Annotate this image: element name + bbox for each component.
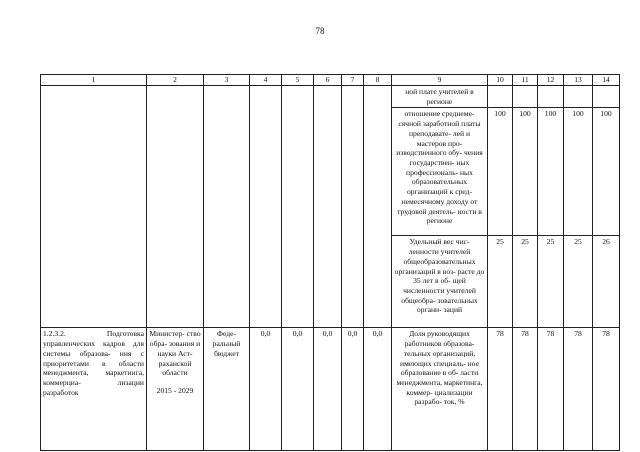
executor-cell bbox=[147, 328, 204, 451]
value-cell: 78 bbox=[593, 328, 620, 451]
finance-cell: 0,0 bbox=[314, 328, 342, 451]
indicator-cell: Удельный вес чис- ленности учителей общеобразовательных организаций в воз- расте до 35 лет в об- щей численности учителей общеобра- зовательных органи- заций bbox=[392, 236, 488, 328]
empty-cell bbox=[364, 86, 392, 328]
value-cell bbox=[593, 86, 620, 108]
table-row bbox=[41, 86, 620, 108]
value-cell bbox=[564, 86, 593, 108]
value-cell: 100 bbox=[513, 108, 538, 236]
empty-cell bbox=[282, 86, 314, 328]
header-cell: 3 bbox=[204, 75, 250, 86]
indicator-cell: Доля руководящих работников образова- тельных организаций, имеющих специаль- ное образование в об- ласти менеджмента, маркетинга, коммер- циализации разрабо- ток, % bbox=[392, 328, 488, 451]
finance-cell: 0,0 bbox=[342, 328, 364, 451]
activity-cell: 1.2.3.2. Подготовка управленческих кадров для системы образова- ния с приоритетами в области менеджмента, маркетинга, коммерциа- лизации разработок bbox=[41, 328, 147, 451]
value-cell bbox=[513, 86, 538, 108]
value-cell: 78 bbox=[513, 328, 538, 451]
value-cell: 100 bbox=[538, 108, 564, 236]
header-row bbox=[41, 75, 620, 86]
value-cell: 78 bbox=[488, 328, 513, 451]
value-cell: 78 bbox=[538, 328, 564, 451]
executor-text: Министер- ство обра- зования и науки Аст- раханской области bbox=[149, 329, 201, 378]
value-cell: 100 bbox=[488, 108, 513, 236]
header-cell: 5 bbox=[282, 75, 314, 86]
header-cell: 12 bbox=[538, 75, 564, 86]
value-cell: 25 bbox=[488, 236, 513, 328]
empty-cell bbox=[204, 86, 250, 328]
header-cell: 4 bbox=[250, 75, 282, 86]
value-cell: 25 bbox=[513, 236, 538, 328]
funding-source-cell: Феде- ральный бюджет bbox=[204, 328, 250, 451]
period-text: 2015 - 2029 bbox=[156, 386, 194, 396]
header-cell: 9 bbox=[392, 75, 488, 86]
empty-cell bbox=[342, 86, 364, 328]
header-cell: 13 bbox=[564, 75, 593, 86]
header-cell: 7 bbox=[342, 75, 364, 86]
header-cell: 6 bbox=[314, 75, 342, 86]
empty-cell bbox=[147, 86, 204, 328]
indicator-cell: отношение среднеме- сячной заработной платы преподавате- лей и мастеров про- изводственного обу- чения государствен- ных профессиональ- ных образовательных организаций к сред- немесячному доходу от трудовой деятель- ности в регионе bbox=[392, 108, 488, 236]
header-cell: 2 bbox=[147, 75, 204, 86]
value-cell: 25 bbox=[538, 236, 564, 328]
indicator-cell: ной плате учителей в регионе bbox=[392, 86, 488, 108]
value-cell bbox=[488, 86, 513, 108]
value-cell: 78 bbox=[564, 328, 593, 451]
empty-cell bbox=[41, 86, 147, 328]
empty-cell bbox=[314, 86, 342, 328]
finance-cell: 0,0 bbox=[250, 328, 282, 451]
empty-cell bbox=[250, 86, 282, 328]
value-cell: 100 bbox=[564, 108, 593, 236]
header-cell: 10 bbox=[488, 75, 513, 86]
header-cell: 1 bbox=[41, 75, 147, 86]
value-cell bbox=[538, 86, 564, 108]
header-cell: 14 bbox=[593, 75, 620, 86]
header-cell: 11 bbox=[513, 75, 538, 86]
finance-cell: 0,0 bbox=[282, 328, 314, 451]
finance-cell: 0,0 bbox=[364, 328, 392, 451]
table-row bbox=[41, 328, 620, 451]
value-cell: 100 bbox=[593, 108, 620, 236]
value-cell: 25 bbox=[564, 236, 593, 328]
program-table bbox=[40, 74, 620, 451]
page-number: 78 bbox=[315, 26, 325, 36]
header-cell: 8 bbox=[364, 75, 392, 86]
value-cell: 26 bbox=[593, 236, 620, 328]
